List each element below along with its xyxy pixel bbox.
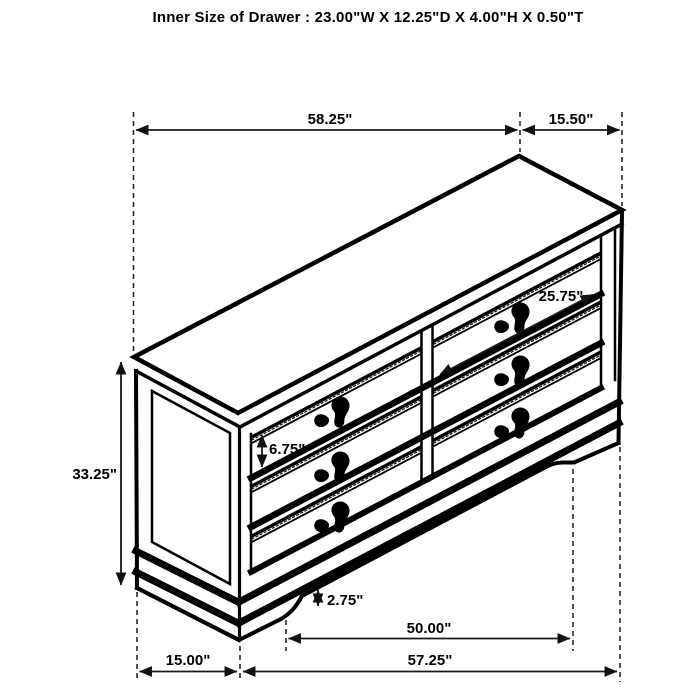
dim-base-foot-height (318, 590, 363, 609)
dim-label-drawer-face-height: 6.75" (269, 441, 306, 458)
dim-top-width (134, 111, 521, 352)
rail-2 (251, 343, 601, 527)
dresser-drawing (134, 156, 622, 640)
dim-label-bottom-depth: 15.00" (165, 652, 211, 669)
dim-label-base-foot-height: 2.75" (327, 592, 364, 609)
dim-label-top-depth: 15.50" (548, 111, 594, 128)
side-recessed-panel (152, 391, 230, 584)
dim-label-overall-height: 33.25" (72, 466, 117, 483)
right-corner-edge (619, 211, 623, 443)
base-plinth (137, 402, 619, 640)
dim-label-bottom-width: 57.25" (407, 652, 453, 669)
left-side-panel (136, 371, 239, 640)
dim-label-top-width: 58.25" (307, 111, 353, 128)
dim-label-base-inner-span: 50.00" (406, 620, 452, 637)
dim-top-depth (523, 111, 623, 206)
dim-bottom-depth (137, 592, 240, 682)
left-edge (136, 371, 137, 588)
dim-label-drawer-width: 25.75" (538, 288, 584, 305)
dim-bottom-width (243, 447, 620, 682)
top-surface (134, 156, 622, 413)
dim-overall-height (72, 362, 121, 585)
diagram-title: Inner Size of Drawer : 23.00"W X 12.25"D X 4.00"H X 0.50"T (152, 9, 584, 26)
